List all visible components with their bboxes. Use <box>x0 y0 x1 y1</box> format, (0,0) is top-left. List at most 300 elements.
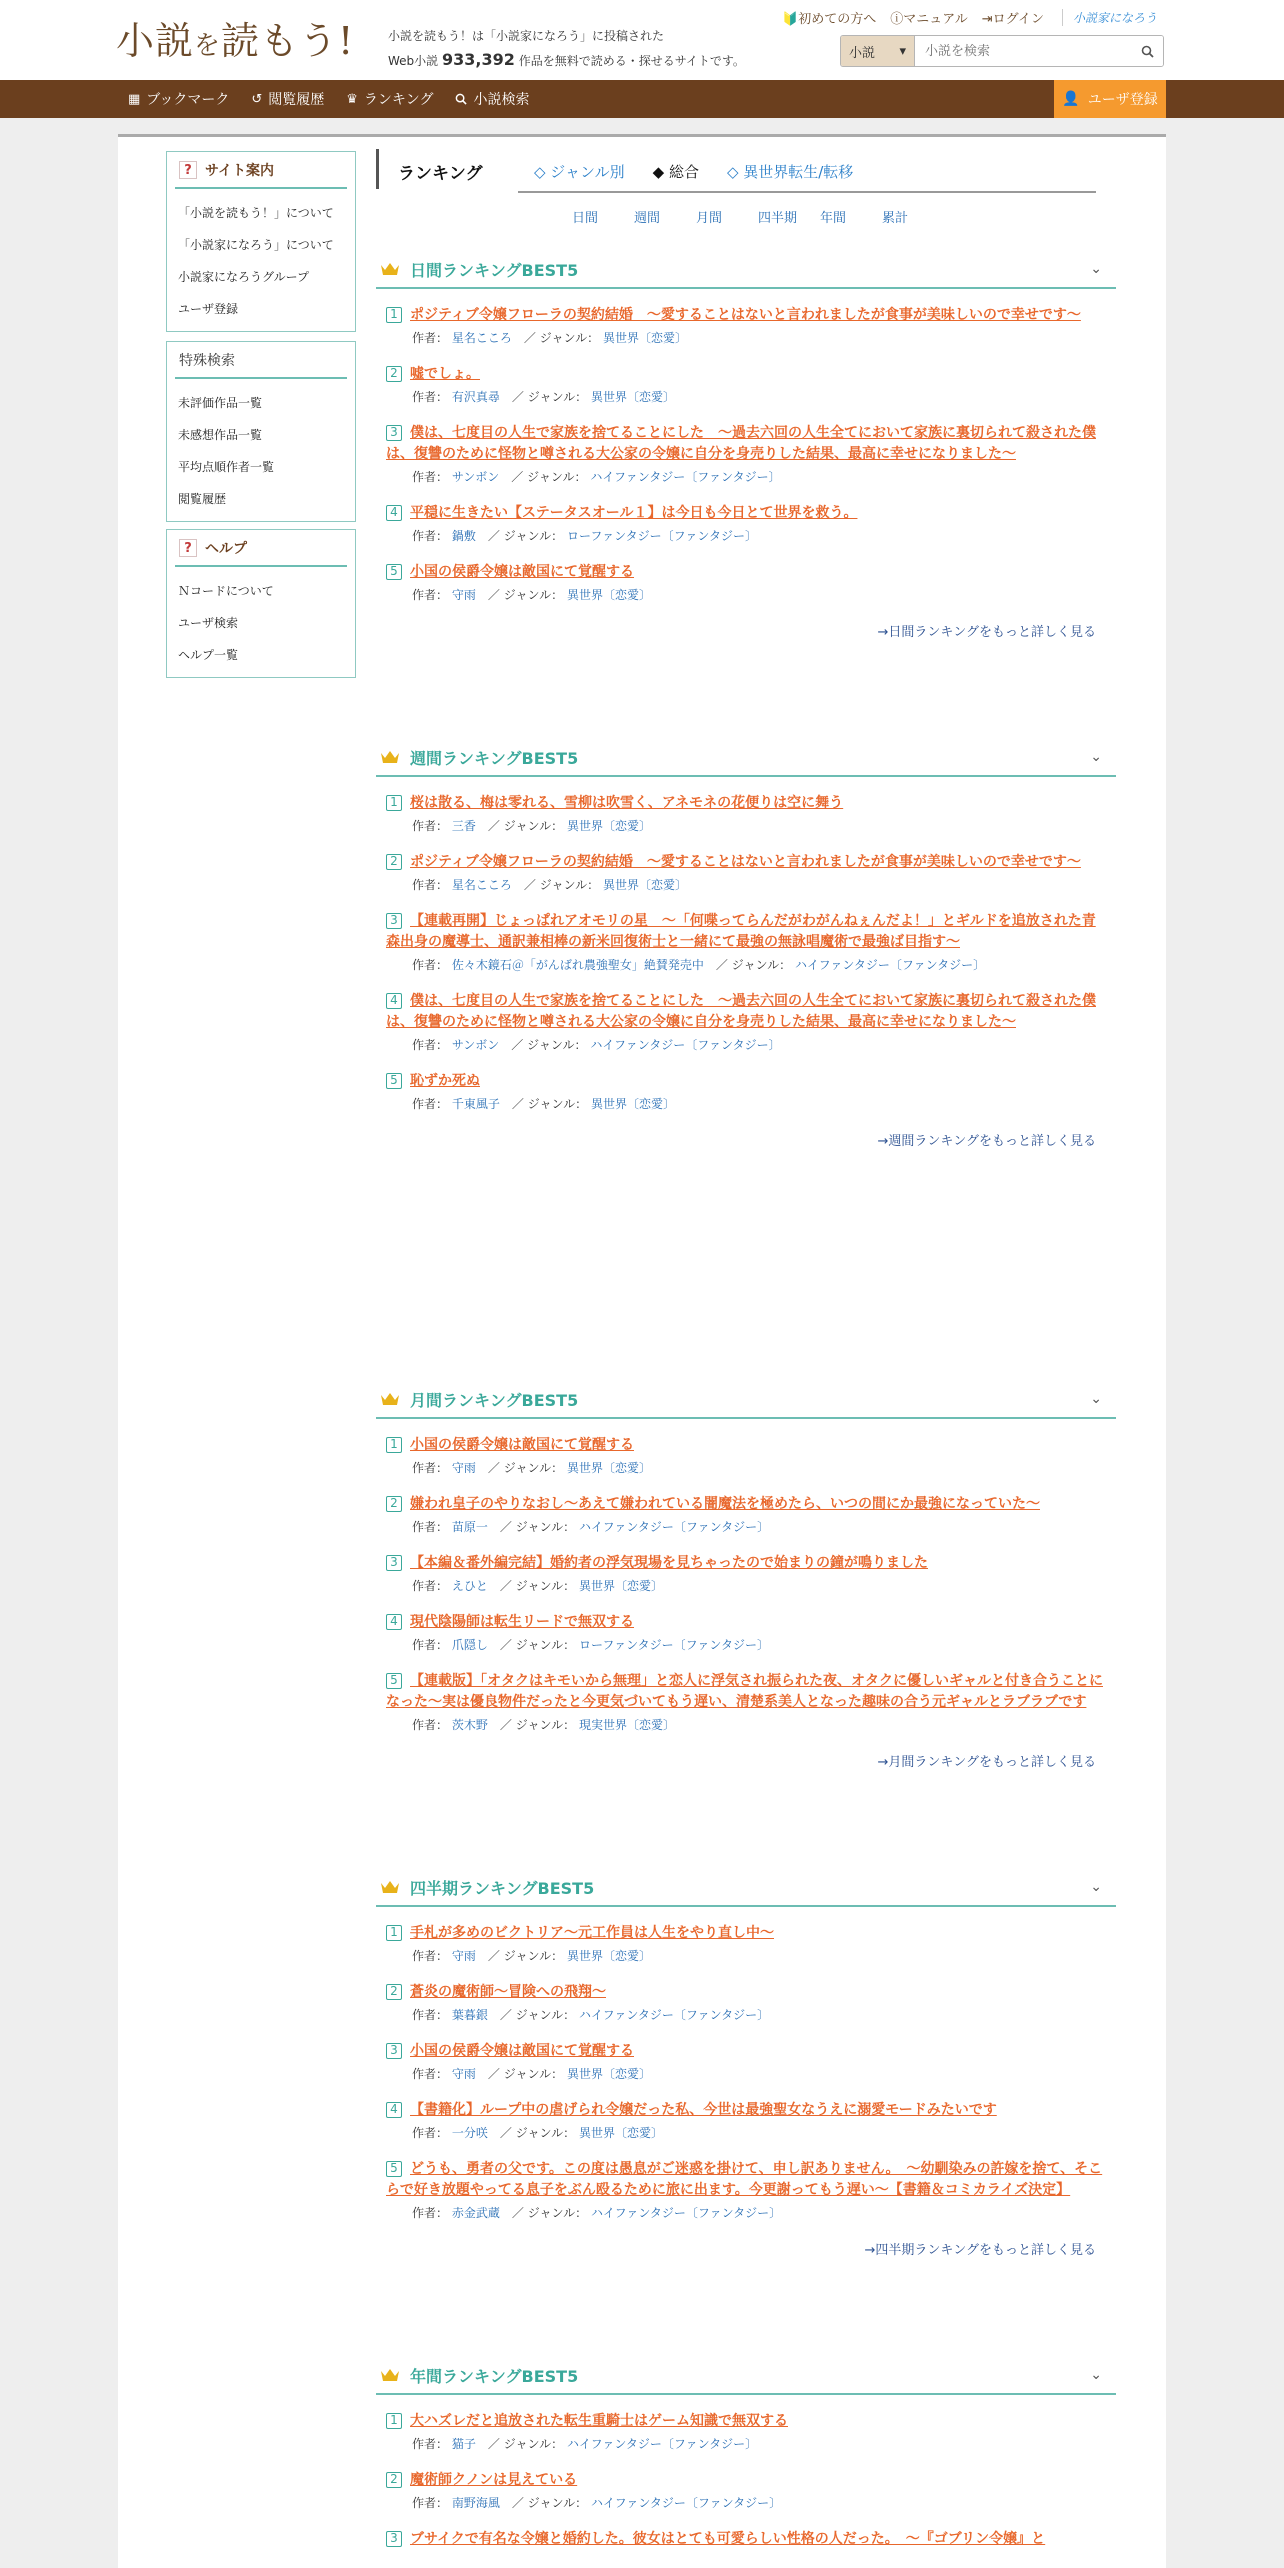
list-icon: ▦ <box>128 91 141 107</box>
author-label: 作者： <box>412 2067 449 2081</box>
genre-label: ／ ジャンル： <box>523 878 600 892</box>
crown-icon: ♛ <box>346 91 358 107</box>
genre-label: ／ ジャンル： <box>499 1638 576 1652</box>
novel-title-link[interactable] <box>386 1494 1106 1515</box>
question-icon: ? <box>179 161 197 179</box>
section-header <box>376 2357 1116 2395</box>
novel-meta <box>386 2065 1106 2082</box>
sidebar-special-search <box>166 341 356 522</box>
genre-link[interactable]: 異世界〔恋愛〕 <box>566 1949 651 1963</box>
sidebar-item-avg-authors[interactable]: 平均点順作者一覧 <box>178 460 275 474</box>
author-label: 作者： <box>412 588 449 602</box>
sidebar-item-ncode[interactable]: Ｎコードについて <box>178 584 274 598</box>
genre-label: ／ ジャンル： <box>487 819 564 833</box>
genre-label: ／ ジャンル： <box>511 2496 588 2510</box>
author-link[interactable]: 茨木野 <box>451 1718 488 1732</box>
author-link[interactable]: サンボン <box>451 470 500 484</box>
novel-meta <box>386 2124 1106 2141</box>
user-register-label: ユーザ登録 <box>1087 92 1158 108</box>
site-header <box>0 0 1284 80</box>
top-links <box>782 8 1157 27</box>
genre-label: ／ ジャンル： <box>499 2126 576 2140</box>
genre-link[interactable]: ハイファンタジー〔ファンタジー〕 <box>566 2437 758 2451</box>
section-header <box>376 251 1116 289</box>
more-ranking-link[interactable]: →週間ランキングをもっと詳しく見る <box>877 1134 1096 1149</box>
ranking-entry <box>386 1494 1106 1535</box>
sidebar-item-help-list[interactable]: ヘルプ一覧 <box>178 648 239 662</box>
period-monthly[interactable]: 月間 <box>696 211 723 226</box>
crown-icon <box>380 1391 400 1407</box>
sidebar-help-title <box>175 538 347 567</box>
ranking-entry <box>386 911 1106 973</box>
manual-link[interactable] <box>890 8 968 27</box>
novel-title-link[interactable] <box>386 305 1106 326</box>
genre-label: ／ ジャンル： <box>487 1461 564 1475</box>
site-logo[interactable] <box>116 10 354 65</box>
beginner-link-label: 初めての方へ <box>798 12 877 27</box>
ranking-entry <box>386 1071 1106 1112</box>
author-link[interactable]: 守雨 <box>451 588 476 602</box>
main-navbar <box>0 80 1284 118</box>
genre-label: ／ ジャンル： <box>499 1520 576 1534</box>
search-input[interactable] <box>915 36 1131 66</box>
ranking-entry <box>386 364 1106 405</box>
novel-title: 嘘でしょ。 <box>410 366 480 382</box>
sidebar-item-history[interactable]: 閲覧履歴 <box>178 492 227 506</box>
genre-link[interactable]: ハイファンタジー〔ファンタジー〕 <box>590 470 781 484</box>
novel-title: 桜は散る、梅は零れる、雪柳は吹雪く、アネモネの花便りは空に舞う <box>410 795 844 811</box>
rank-number: 1 <box>386 1437 402 1453</box>
chevron-down-icon[interactable]: ⌄ <box>1090 749 1102 765</box>
genre-link[interactable]: 異世界〔恋愛〕 <box>578 1579 663 1593</box>
beginner-icon: 🔰 <box>782 12 799 27</box>
genre-link[interactable]: 異世界〔恋愛〕 <box>590 1097 675 1111</box>
novel-title-link[interactable] <box>386 2100 1106 2121</box>
ranking-list <box>376 2395 1116 2550</box>
novel-title: 小国の侯爵令嬢は敵国にて覚醒する <box>410 2043 634 2059</box>
author-link[interactable]: 守雨 <box>451 1949 476 1963</box>
novel-meta <box>386 1947 1106 1964</box>
tab-isekai[interactable]: ◇ 異世界転生/転移 <box>726 163 854 181</box>
genre-link[interactable]: 異世界〔恋愛〕 <box>566 1461 651 1475</box>
rank-number: 2 <box>386 854 402 870</box>
period-links <box>566 207 938 226</box>
novel-title: 僕は、七度目の人生で家族を捨てることにした ～過去六回の人生全てにおいて家族に裏切られて殺された僕は、復讐のために怪物と噂される大公家の令嬢に自分を身売りした結果、最高に幸せになりました～ <box>386 425 1096 462</box>
question-icon: ? <box>179 539 197 557</box>
genre-label: ／ ジャンル： <box>511 2206 588 2220</box>
novel-title: 手札が多めのビクトリア～元工作員は人生をやり直し中～ <box>410 1925 774 1941</box>
ranking-entry <box>386 852 1106 893</box>
author-label: 作者： <box>412 2496 449 2510</box>
genre-label: ／ ジャンル： <box>487 2067 564 2081</box>
more-ranking-link[interactable]: →日間ランキングをもっと詳しく見る <box>877 625 1096 640</box>
ranking-entry <box>386 2041 1106 2082</box>
rank-number: 2 <box>386 1496 402 1512</box>
nav-bookmark-label: ブックマーク <box>146 92 230 108</box>
novel-count: 933,392 <box>442 50 515 69</box>
ranking-entry <box>386 1612 1106 1653</box>
search-icon <box>455 93 467 105</box>
author-link[interactable]: 星名こころ <box>451 878 512 892</box>
novel-meta <box>386 527 1106 544</box>
rank-number: 4 <box>386 1614 402 1630</box>
rank-number: 5 <box>386 2161 402 2177</box>
beginner-link[interactable] <box>782 8 876 27</box>
ranking-section-yearly <box>376 2357 1116 2568</box>
genre-label: ／ ジャンル： <box>715 958 792 972</box>
narou-logo-link[interactable]: 小説家になろう <box>1062 9 1157 26</box>
genre-label: ／ ジャンル： <box>487 529 564 543</box>
rank-number: 1 <box>386 795 402 811</box>
author-link[interactable]: 赤金武蔵 <box>451 2206 500 2220</box>
genre-link[interactable]: 異世界〔恋愛〕 <box>602 878 687 892</box>
ranking-entry <box>386 1671 1106 1733</box>
sidebar-item-narou-group[interactable]: 小説家になろうグループ <box>178 270 310 284</box>
novel-title: 現代陰陽師は転生リードで無双する <box>410 1614 634 1630</box>
novel-title-link[interactable] <box>386 2529 1106 2550</box>
genre-label: ／ ジャンル： <box>487 1949 564 1963</box>
ranking-list <box>376 1419 1116 1733</box>
novel-meta <box>386 2204 1106 2221</box>
novel-meta <box>386 2494 1106 2511</box>
novel-title: ポジティブ令嬢フローラの契約結婚 ～愛することはないと言われましたが食事が美味しいので幸せです～ <box>410 307 1081 323</box>
ranking-entry <box>386 2159 1106 2221</box>
content-area <box>118 134 1166 2568</box>
genre-link[interactable]: 現実世界〔恋愛〕 <box>578 1718 675 1732</box>
genre-link[interactable]: 異世界〔恋愛〕 <box>566 588 651 602</box>
novel-meta <box>386 329 1106 346</box>
nav-search[interactable] <box>455 89 529 109</box>
author-link[interactable]: 苗原一 <box>451 1520 488 1534</box>
period-weekly[interactable]: 週間 <box>634 211 661 226</box>
period-yearly[interactable]: 年間 <box>820 211 847 226</box>
author-label: 作者： <box>412 1638 449 1652</box>
rank-number: 1 <box>386 307 402 323</box>
novel-meta <box>386 1095 1106 1112</box>
section-title: 年間ランキングBEST5 <box>410 2366 579 2386</box>
author-label: 作者： <box>412 1949 449 1963</box>
novel-title: 蒼炎の魔術師～冒険への飛翔～ <box>410 1984 606 2000</box>
crown-icon <box>380 1879 400 1895</box>
genre-link[interactable]: 異世界〔恋愛〕 <box>566 819 651 833</box>
rank-number: 1 <box>386 1925 402 1941</box>
novel-title-link[interactable] <box>386 423 1106 465</box>
author-link[interactable]: 守雨 <box>451 1461 476 1475</box>
tagline-line1: 小説を読もう！は「小説家になろう」に投稿された <box>388 29 665 43</box>
author-label: 作者： <box>412 819 449 833</box>
section-header <box>376 739 1116 777</box>
novel-title-link[interactable] <box>386 1071 1106 1092</box>
genre-label: ／ ジャンル： <box>487 2437 564 2451</box>
ranking-entry <box>386 1923 1106 1964</box>
ranking-tabs <box>534 161 853 182</box>
genre-link[interactable]: ローファンタジー〔ファンタジー〕 <box>566 529 757 543</box>
nav-history[interactable] <box>251 89 324 109</box>
genre-label: ／ ジャンル： <box>499 2008 576 2022</box>
author-label: 作者： <box>412 331 449 345</box>
novel-title: 嫌われ皇子のやりなおし～あえて嫌われている闇魔法を極めたら、いつの間にか最強になっていた～ <box>410 1496 1040 1512</box>
novel-meta <box>386 468 1106 485</box>
novel-title-link[interactable] <box>386 2041 1106 2062</box>
novel-title-link[interactable] <box>386 2470 1106 2491</box>
author-link[interactable]: 爪隠し <box>451 1638 488 1652</box>
author-link[interactable]: 猫子 <box>451 2437 476 2451</box>
crown-icon <box>380 749 400 765</box>
novel-meta <box>386 1577 1106 1594</box>
author-link[interactable]: えひと <box>451 1579 488 1593</box>
tagline-suffix: 作品を無料で読める・探せるサイトです。 <box>518 54 745 68</box>
more-ranking-link[interactable]: →月間ランキングをもっと詳しく見る <box>877 1755 1096 1770</box>
login-link-label: ログイン <box>992 12 1044 27</box>
rank-number: 3 <box>386 2531 402 2547</box>
rank-number: 2 <box>386 1984 402 2000</box>
section-title: 四半期ランキングBEST5 <box>410 1878 595 1898</box>
ranking-tabs-underline <box>518 191 1096 193</box>
novel-title-link[interactable] <box>386 991 1106 1033</box>
novel-title-link[interactable] <box>386 364 1106 385</box>
author-label: 作者： <box>412 1718 449 1732</box>
novel-title: 【連載再開】じょっぱれアオモリの星 ～「何喋ってらんだがわがんねぇんだよ！」とギルドを追放された青森出身の魔導士、通訳兼相棒の新米回復術士と一緒にて最強の無詠唱魔術で最強ば目指す～ <box>386 913 1096 950</box>
section-header <box>376 1869 1116 1907</box>
sidebar-item-no-impression[interactable]: 未感想作品一覧 <box>178 428 263 442</box>
logo-text-main: 小説 <box>116 19 195 63</box>
novel-title-link[interactable] <box>386 1923 1106 1944</box>
nav-ranking[interactable] <box>346 89 433 109</box>
novel-title-link[interactable] <box>386 562 1106 583</box>
more-ranking-link[interactable]: →四半期ランキングをもっと詳しく見る <box>864 2243 1096 2258</box>
novel-meta <box>386 1716 1106 1733</box>
ranking-entry <box>386 793 1106 834</box>
nav-search-label: 小説検索 <box>473 92 530 108</box>
author-label: 作者： <box>412 1038 449 1052</box>
novel-title: どうも、勇者の父です。この度は愚息がご迷惑を掛けて、申し訳ありません。 ～幼馴染みの許嫁を捨て、そこらで好き放題やってる息子をぶん殴るために旅に出ます。今更謝ってもう遅い～【書籍＆コミカライズ決定】 <box>386 2161 1103 2198</box>
ranking-section-daily <box>376 251 1116 640</box>
sidebar-help <box>166 529 356 678</box>
search-type-value: 小説 <box>849 45 876 61</box>
ranking-entry <box>386 1982 1106 2023</box>
novel-title-link[interactable] <box>386 2411 1106 2432</box>
genre-link[interactable]: ローファンタジー〔ファンタジー〕 <box>578 1638 769 1652</box>
genre-label: ／ ジャンル： <box>511 470 587 484</box>
rank-number: 4 <box>386 2102 402 2118</box>
genre-link[interactable]: ハイファンタジー〔ファンタジー〕 <box>590 2496 782 2510</box>
genre-label: ／ ジャンル： <box>487 588 564 602</box>
genre-link[interactable]: 異世界〔恋愛〕 <box>602 331 687 345</box>
novel-title-link[interactable] <box>386 2159 1106 2201</box>
author-link[interactable]: 鍋敷 <box>451 529 476 543</box>
sidebar-special-title: 特殊検索 <box>175 350 347 379</box>
period-total[interactable]: 累計 <box>882 211 909 226</box>
genre-link[interactable]: ハイファンタジー〔ファンタジー〕 <box>590 1038 781 1052</box>
novel-title: 小国の侯爵令嬢は敵国にて覚醒する <box>410 564 634 580</box>
rank-number: 4 <box>386 505 402 521</box>
novel-meta <box>386 388 1106 405</box>
novel-title-link[interactable] <box>386 503 1106 524</box>
genre-link[interactable]: 異世界〔恋愛〕 <box>578 2126 663 2140</box>
ranking-header <box>376 149 1096 189</box>
novel-title: 平穏に生きたい【ステータスオール１】は今日も今日とて世界を救う。 <box>410 505 858 521</box>
novel-title: 恥ずか死ぬ <box>410 1073 480 1089</box>
sidebar-item-user-search[interactable]: ユーザ検索 <box>178 616 239 630</box>
nav-ranking-label: ランキング <box>363 92 434 108</box>
genre-link[interactable]: ハイファンタジー〔ファンタジー〕 <box>590 2206 782 2220</box>
rank-number: 4 <box>386 993 402 1009</box>
novel-title: ポジティブ令嬢フローラの契約結婚 ～愛することはないと言われましたが食事が美味しいので幸せです～ <box>410 854 1081 870</box>
novel-title-link[interactable] <box>386 1612 1106 1633</box>
novel-title: 【書籍化】ループ中の虐げられ令嬢だった私、今世は最強聖女なうえに溺愛モードみたいです <box>410 2102 997 2118</box>
author-label: 作者： <box>412 2126 449 2140</box>
rank-number: 5 <box>386 1673 402 1689</box>
author-link[interactable]: 星名こころ <box>451 331 512 345</box>
rank-number: 2 <box>386 366 402 382</box>
rank-number: 3 <box>386 425 402 441</box>
novel-meta <box>386 1636 1106 1653</box>
novel-meta <box>386 956 1106 973</box>
novel-title: 魔術師クノンは見えている <box>410 2472 578 2488</box>
genre-link[interactable]: 異世界〔恋愛〕 <box>590 390 675 404</box>
search-icon <box>1141 45 1154 58</box>
ranking-list <box>376 777 1116 1112</box>
chevron-down-icon[interactable]: ⌄ <box>1090 261 1102 277</box>
crown-icon <box>380 261 400 277</box>
ranking-header-bar <box>376 149 379 189</box>
novel-title: 大ハズレだと追放された転生重騎士はゲーム知識で無双する <box>410 2413 788 2429</box>
ranking-entry <box>386 1435 1106 1476</box>
genre-link[interactable]: ハイファンタジー〔ファンタジー〕 <box>578 1520 770 1534</box>
novel-meta <box>386 1036 1106 1053</box>
tab-overall[interactable]: ◆ 総合 <box>652 163 699 181</box>
novel-title: 僕は、七度目の人生で家族を捨てることにした ～過去六回の人生全てにおいて家族に裏切られて殺された僕は、復讐のために怪物と噂される大公家の令嬢に自分を身売りした結果、最高に幸せになりました～ <box>386 993 1096 1030</box>
logo-text-wo: を <box>194 31 222 61</box>
login-link[interactable] <box>982 8 1044 27</box>
author-label: 作者： <box>412 1097 449 1111</box>
sidebar-item-unrated[interactable]: 未評価作品一覧 <box>178 396 263 410</box>
genre-label: ／ ジャンル： <box>499 1718 576 1732</box>
sidebar-help-title-text: ヘルプ <box>205 541 247 557</box>
novel-title: 小国の侯爵令嬢は敵国にて覚醒する <box>410 1437 634 1453</box>
ranking-list <box>376 289 1116 603</box>
author-label: 作者： <box>412 2437 449 2451</box>
caret-down-icon: ▾ <box>899 43 906 59</box>
novel-title: 【連載版】「オタクはキモいから無理」と恋人に浮気され振られた夜、オタクに優しいギャルと付き合うことになった～実は優良物件だったと今更気づいてもう遅い、清楚系美人となった趣味の合う元ギャルとラブラブです <box>386 1673 1103 1710</box>
sidebar-item-about-narou[interactable]: 「小説家になろう」について <box>178 238 334 252</box>
novel-title-link[interactable] <box>386 911 1106 953</box>
novel-meta <box>386 2006 1106 2023</box>
search-type-select[interactable] <box>841 36 915 66</box>
novel-title-link[interactable] <box>386 793 1106 814</box>
history-icon: ↺ <box>251 91 263 107</box>
login-icon: ⇥ <box>981 12 993 27</box>
author-link[interactable]: 南野海風 <box>451 2496 500 2510</box>
novel-title-link[interactable] <box>386 1435 1106 1456</box>
sidebar-item-user-register[interactable]: ユーザ登録 <box>178 302 239 316</box>
ranking-entry <box>386 991 1106 1053</box>
author-link[interactable]: 守雨 <box>451 2067 476 2081</box>
user-register-button[interactable] <box>1054 80 1166 118</box>
novel-meta <box>386 586 1106 603</box>
tab-genre[interactable]: ◇ ジャンル別 <box>534 163 625 181</box>
author-link[interactable]: 葉暮銀 <box>451 2008 488 2022</box>
author-link[interactable]: 佐々木鏡石＠「がんばれ農強聖女」絶賛発売中 <box>451 958 704 972</box>
ranking-entry <box>386 2411 1106 2452</box>
chevron-down-icon[interactable]: ⌄ <box>1090 2367 1102 2383</box>
sidebar-item-about-yomou[interactable]: 「小説を読もう！」について <box>178 206 334 220</box>
author-label: 作者： <box>412 470 449 484</box>
novel-meta <box>386 1518 1106 1535</box>
chevron-down-icon[interactable]: ⌄ <box>1090 1391 1102 1407</box>
author-link[interactable]: 一分咲 <box>451 2126 488 2140</box>
author-label: 作者： <box>412 2008 449 2022</box>
sidebar-guide-title-text: サイト案内 <box>205 163 275 179</box>
sidebar-guide <box>166 151 356 332</box>
author-link[interactable]: サンボン <box>451 1038 500 1052</box>
rank-number: 2 <box>386 2472 402 2488</box>
rank-number: 5 <box>386 564 402 580</box>
author-label: 作者： <box>412 1579 449 1593</box>
tagline-prefix: Web小説 <box>388 54 439 68</box>
chevron-down-icon[interactable]: ⌄ <box>1090 1879 1102 1895</box>
author-label: 作者： <box>412 878 449 892</box>
period-quarterly[interactable]: 四半期 <box>758 211 798 226</box>
ranking-entry <box>386 2100 1106 2141</box>
novel-title-link[interactable] <box>386 1553 1106 1574</box>
period-daily[interactable]: 日間 <box>572 211 599 226</box>
novel-title-link[interactable] <box>386 1671 1106 1713</box>
author-label: 作者： <box>412 2206 449 2220</box>
ranking-section-quarterly <box>376 1869 1116 2258</box>
author-label: 作者： <box>412 529 449 543</box>
question-circle-icon: ⓘ <box>890 12 904 27</box>
site-tagline <box>388 24 745 73</box>
ranking-entry <box>386 2470 1106 2511</box>
ranking-list <box>376 1907 1116 2221</box>
genre-link[interactable]: ハイファンタジー〔ファンタジー〕 <box>578 2008 770 2022</box>
crown-icon <box>380 2367 400 2383</box>
genre-label: ／ ジャンル： <box>511 1038 587 1052</box>
section-header <box>376 1381 1116 1419</box>
nav-bookmark[interactable] <box>128 89 229 109</box>
genre-link[interactable]: 異世界〔恋愛〕 <box>566 2067 651 2081</box>
search-form <box>840 35 1164 67</box>
novel-title: ブサイクで有名な令嬢と婚約した。彼女はとても可愛らしい性格の人だった。 ～『ゴブリン令嬢』と <box>410 2531 1046 2547</box>
section-title: 日間ランキングBEST5 <box>410 260 579 280</box>
ranking-section-monthly <box>376 1381 1116 1770</box>
author-label: 作者： <box>412 390 449 404</box>
genre-label: ／ ジャンル： <box>523 331 600 345</box>
author-link[interactable]: 千東風子 <box>451 1097 500 1111</box>
logo-text-rest: 読もう! <box>221 19 355 63</box>
author-label: 作者： <box>412 958 449 972</box>
ranking-section-weekly <box>376 739 1116 1149</box>
ranking-entry <box>386 423 1106 485</box>
section-title: 月間ランキングBEST5 <box>410 1390 579 1410</box>
novel-meta <box>386 876 1106 893</box>
user-icon: 👤 <box>1062 91 1080 107</box>
author-label: 作者： <box>412 1461 449 1475</box>
novel-title-link[interactable] <box>386 852 1106 873</box>
search-button[interactable] <box>1131 36 1163 66</box>
ranking-title: ランキング <box>398 164 483 184</box>
rank-number: 5 <box>386 1073 402 1089</box>
author-link[interactable]: 三香 <box>451 819 476 833</box>
rank-number: 3 <box>386 1555 402 1571</box>
author-link[interactable]: 有沢真尋 <box>451 390 500 404</box>
novel-title-link[interactable] <box>386 1982 1106 2003</box>
ranking-entry <box>386 2529 1106 2550</box>
ranking-entry <box>386 1553 1106 1594</box>
genre-label: ／ ジャンル： <box>511 1097 588 1111</box>
genre-link[interactable]: ハイファンタジー〔ファンタジー〕 <box>794 958 986 972</box>
